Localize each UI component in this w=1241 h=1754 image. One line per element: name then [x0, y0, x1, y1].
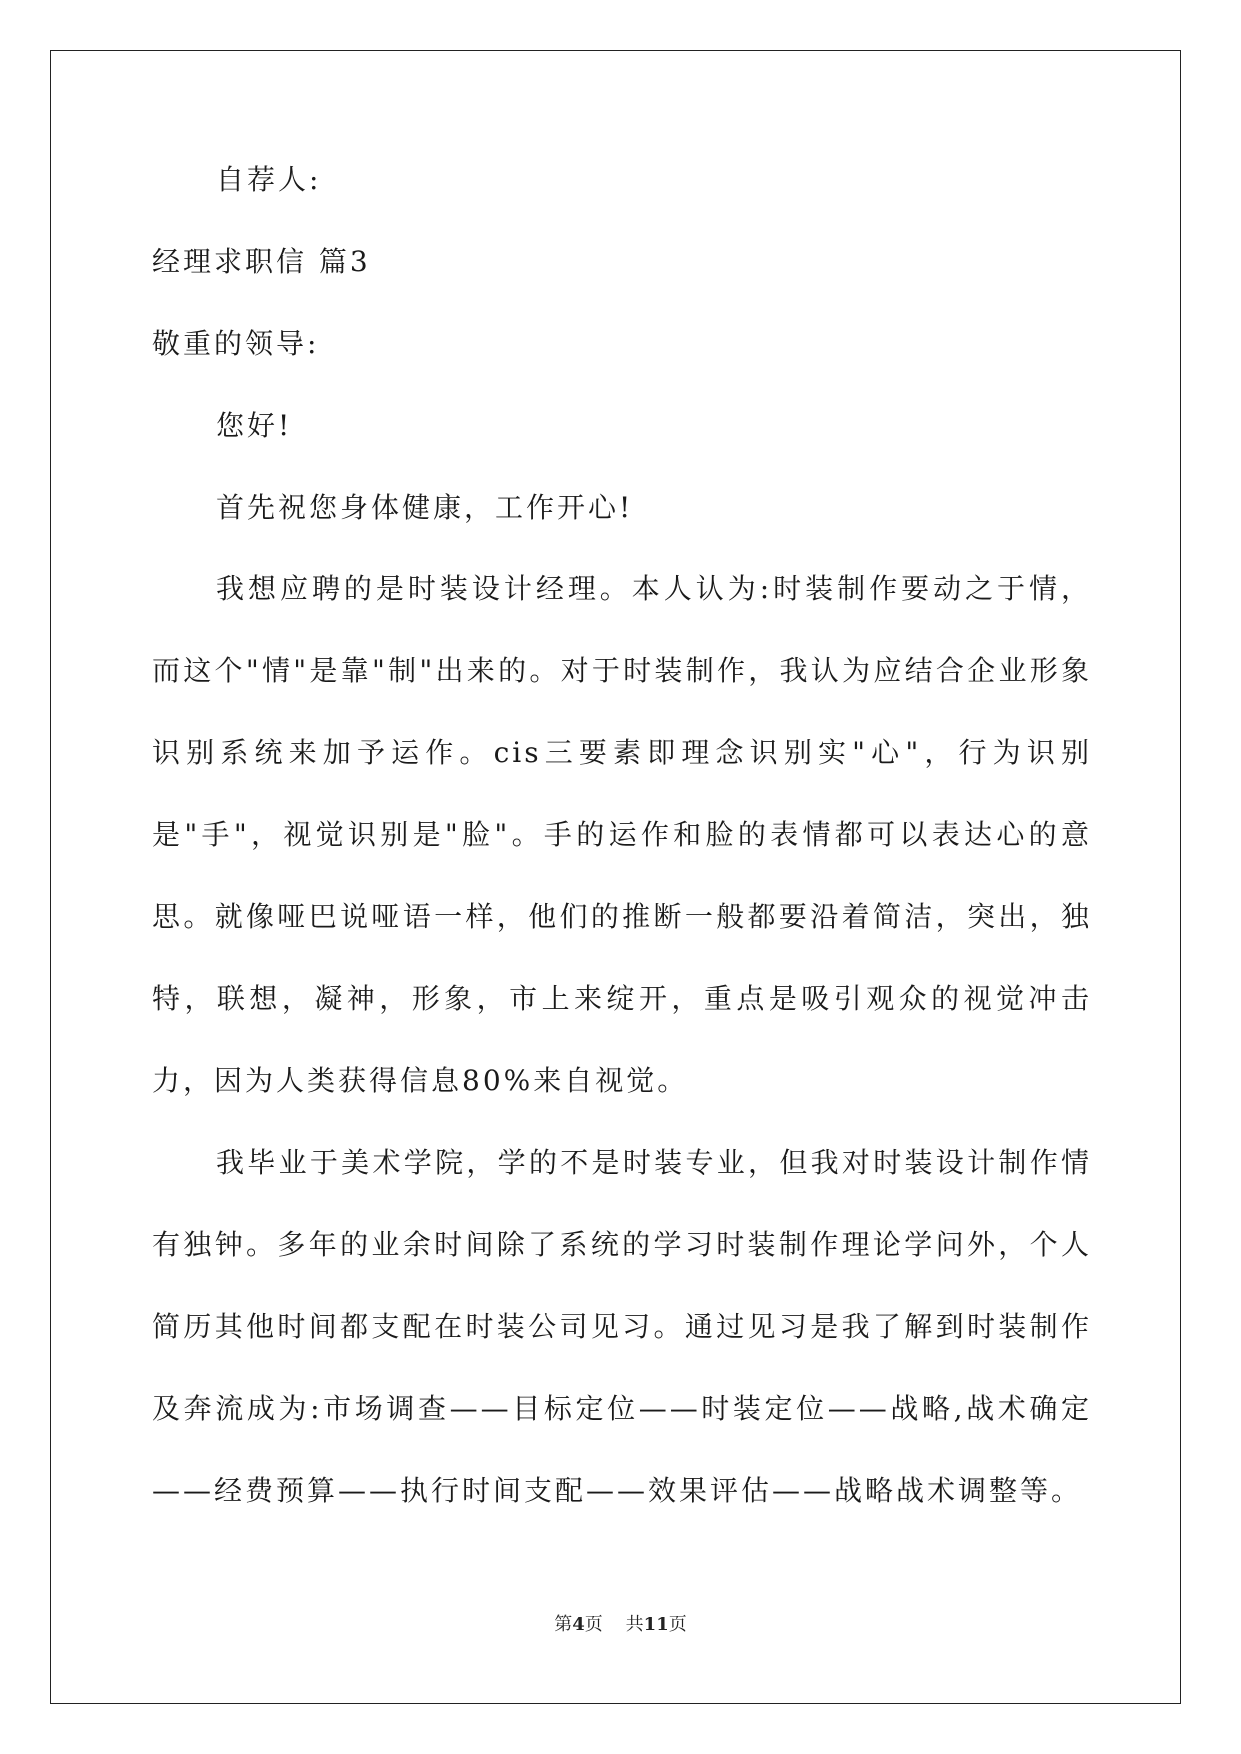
- footer-page-suffix: 页: [584, 1614, 603, 1635]
- greeting: 您好!: [216, 409, 293, 442]
- footer-prefix: 第: [554, 1614, 573, 1635]
- footer-total-prefix: 共: [625, 1614, 644, 1635]
- total-page-count: 11: [643, 1614, 669, 1635]
- paragraph-background: 我毕业于美术学院，学的不是时装专业，但我对时装设计制作情有独钟。多年的业余时间除了系统的学习时装制作理论学问外，个人简历其他时间都支配在时装公司见习。通过见习是我了解到时装制作及奔流成为:市场调查——目标定位——时装定位——战略,战术确定——经费预算——执行时间支配——效果评估——战略战术调整等。: [152, 1146, 1092, 1507]
- salutation: 敬重的领导:: [152, 327, 320, 360]
- paragraph-application: 我想应聘的是时装设计经理。本人认为:时装制作要动之于情，而这个"情"是靠"制"出来的。对于时装制作，我认为应结合企业形象识别系统来加予运作。cis三要素即理念识别实"心"，行为识别是"手"，视觉识别是"脸"。手的运作和脸的表情都可以表达心的意思。就像哑巴说哑语一样，他们的推断一般都要沿着简洁，突出，独特，联想，凝神，形象，市上来绽开，重点是吸引观众的视觉冲击力，因为人类获得信息80%来自视觉。: [152, 572, 1092, 1097]
- current-page-number: 4: [572, 1614, 585, 1635]
- section-title: 经理求职信 篇3: [152, 245, 371, 278]
- page-footer: [0, 1613, 1241, 1637]
- footer-total-suffix: 页: [668, 1614, 687, 1635]
- closing-signature: 自荐人:: [216, 163, 322, 196]
- wish-line: 首先祝您身体健康，工作开心!: [216, 491, 634, 524]
- document-body: [152, 160, 1092, 1532]
